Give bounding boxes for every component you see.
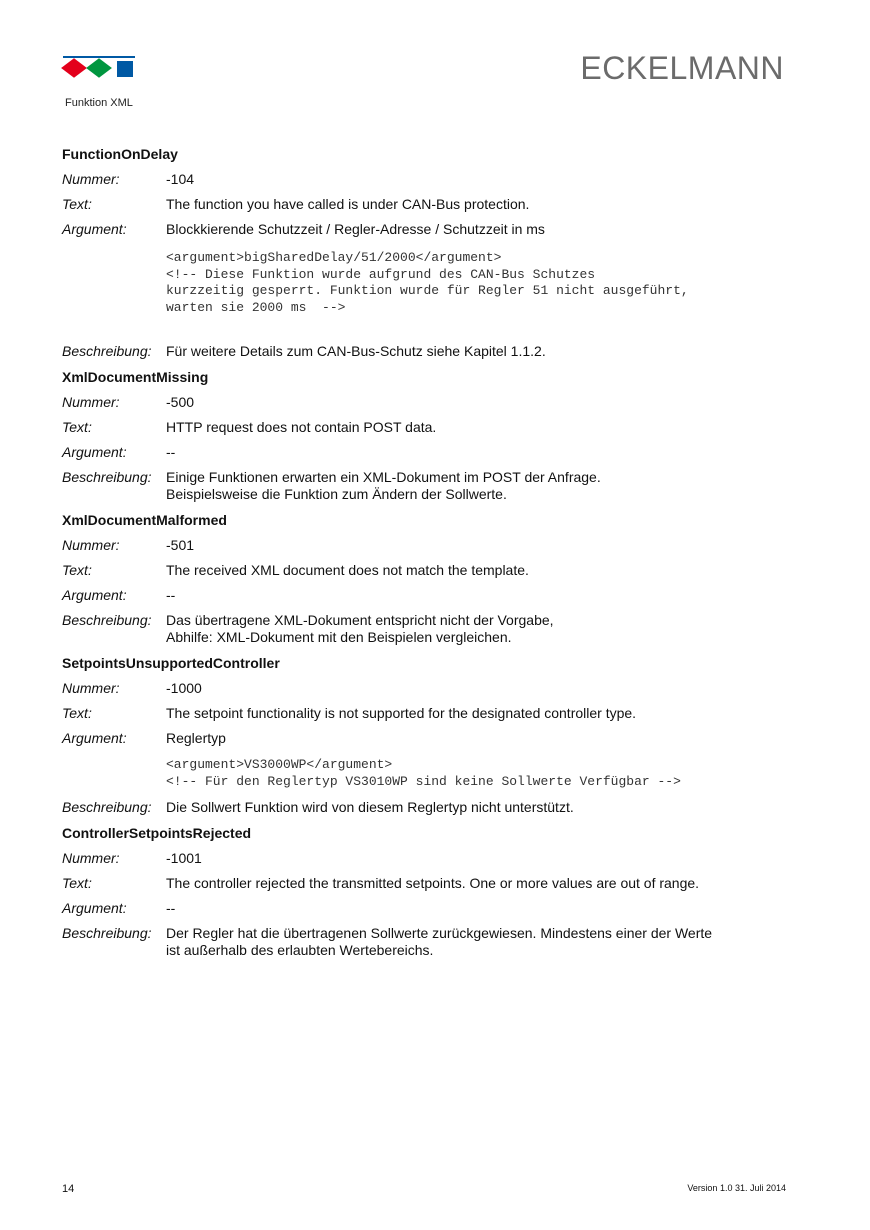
beschreibung-label: Beschreibung: bbox=[62, 799, 152, 815]
text-row bbox=[62, 562, 802, 579]
text-label: Text: bbox=[62, 562, 92, 578]
argument-row bbox=[62, 730, 802, 747]
argument-value: -- bbox=[166, 587, 176, 603]
brand-name: ECKELMANN bbox=[580, 50, 784, 86]
argument-value: Reglertyp bbox=[166, 730, 226, 746]
argument-label: Argument: bbox=[62, 587, 127, 603]
beschreibung-row bbox=[62, 469, 802, 503]
argument-label: Argument: bbox=[62, 444, 127, 460]
argument-label: Argument: bbox=[62, 730, 127, 746]
text-row bbox=[62, 419, 802, 436]
beschreibung-value: Einige Funktionen erwarten ein XML-Dokument im POST der Anfrage. Beispielsweise die Funktion zum Ändern der Sollwerte. bbox=[166, 469, 601, 502]
error-entry bbox=[62, 655, 802, 816]
beschreibung-label: Beschreibung: bbox=[62, 343, 152, 359]
company-logo bbox=[63, 58, 135, 82]
entry-title: ControllerSetpointsRejected bbox=[62, 825, 252, 841]
text-row bbox=[62, 875, 802, 892]
text-label: Text: bbox=[62, 705, 92, 721]
text-row bbox=[62, 196, 802, 213]
argument-value: Blockkierende Schutzzeit / Regler-Adresse / Schutzzeit in ms bbox=[166, 221, 545, 237]
beschreibung-row bbox=[62, 612, 802, 646]
argument-value: -- bbox=[166, 444, 176, 460]
nummer-value: -1001 bbox=[166, 850, 202, 866]
beschreibung-label: Beschreibung: bbox=[62, 925, 152, 941]
code-example: <argument>VS3000WP</argument> <!-- Für den Reglertyp VS3010WP sind keine Sollwerte Verfügbar --> bbox=[166, 757, 681, 789]
beschreibung-row bbox=[62, 799, 802, 816]
beschreibung-value: Für weitere Details zum CAN-Bus-Schutz siehe Kapitel 1.1.2. bbox=[166, 343, 546, 359]
nummer-label: Nummer: bbox=[62, 537, 120, 553]
error-entry bbox=[62, 825, 802, 959]
header-caption: Funktion XML bbox=[65, 97, 133, 109]
entry-title: XmlDocumentMissing bbox=[62, 369, 209, 385]
text-row bbox=[62, 705, 802, 722]
entry-title: SetpointsUnsupportedController bbox=[62, 655, 280, 671]
entry-title: FunctionOnDelay bbox=[62, 146, 178, 162]
version-info: Version 1.0 31. Juli 2014 bbox=[687, 1183, 786, 1193]
entry-title: XmlDocumentMalformed bbox=[62, 512, 227, 528]
nummer-value: -104 bbox=[166, 171, 195, 187]
beschreibung-row bbox=[62, 343, 802, 360]
text-value: The controller rejected the transmitted setpoints. One or more values are out of range. bbox=[166, 875, 700, 891]
nummer-label: Nummer: bbox=[62, 680, 120, 696]
argument-value: -- bbox=[166, 900, 176, 916]
beschreibung-value: Die Sollwert Funktion wird von diesem Reglertyp nicht unterstützt. bbox=[166, 799, 574, 815]
beschreibung-value: Das übertragene XML-Dokument entspricht nicht der Vorgabe, Abhilfe: XML-Dokument mit den Beispielen vergleichen. bbox=[166, 612, 554, 645]
error-entry bbox=[62, 512, 802, 646]
beschreibung-label: Beschreibung: bbox=[62, 469, 152, 485]
error-entry bbox=[62, 146, 802, 360]
text-label: Text: bbox=[62, 196, 92, 212]
nummer-label: Nummer: bbox=[62, 850, 120, 866]
nummer-row bbox=[62, 537, 802, 554]
argument-label: Argument: bbox=[62, 221, 127, 237]
text-label: Text: bbox=[62, 419, 92, 435]
argument-row bbox=[62, 444, 802, 461]
argument-label: Argument: bbox=[62, 900, 127, 916]
error-entry bbox=[62, 369, 802, 503]
argument-row bbox=[62, 900, 802, 917]
text-value: The setpoint functionality is not supported for the designated controller type. bbox=[166, 705, 637, 721]
code-example: <argument>bigSharedDelay/51/2000</argument> <!-- Diese Funktion wurde aufgrund des CAN-Bus Schutzes kurzzeitig gesperrt. Funktion wurde für Regler 51 nicht ausgeführt, warten sie 2000 ms --> bbox=[166, 250, 689, 315]
text-value: HTTP request does not contain POST data. bbox=[166, 419, 437, 435]
text-value: The function you have called is under CAN-Bus protection. bbox=[166, 196, 530, 212]
logo-blue-square bbox=[117, 61, 133, 77]
beschreibung-row bbox=[62, 925, 802, 959]
argument-row bbox=[62, 221, 802, 238]
logo-red-diamond bbox=[61, 58, 87, 77]
nummer-value: -500 bbox=[166, 394, 195, 410]
nummer-row bbox=[62, 394, 802, 411]
text-label: Text: bbox=[62, 875, 92, 891]
argument-row bbox=[62, 587, 802, 604]
nummer-label: Nummer: bbox=[62, 394, 120, 410]
page-number: 14 bbox=[62, 1183, 75, 1195]
nummer-value: -501 bbox=[166, 537, 195, 553]
logo-green-diamond bbox=[86, 58, 112, 77]
text-value: The received XML document does not match the template. bbox=[166, 562, 529, 578]
document-body bbox=[62, 146, 802, 968]
nummer-row bbox=[62, 850, 802, 867]
nummer-row bbox=[62, 171, 802, 188]
beschreibung-value: Der Regler hat die übertragenen Sollwerte zurückgewiesen. Mindestens einer der Werte ist außerhalb des erlaubten Wertebereichs. bbox=[166, 925, 713, 958]
nummer-label: Nummer: bbox=[62, 171, 120, 187]
nummer-row bbox=[62, 680, 802, 697]
nummer-value: -1000 bbox=[166, 680, 202, 696]
beschreibung-label: Beschreibung: bbox=[62, 612, 152, 628]
